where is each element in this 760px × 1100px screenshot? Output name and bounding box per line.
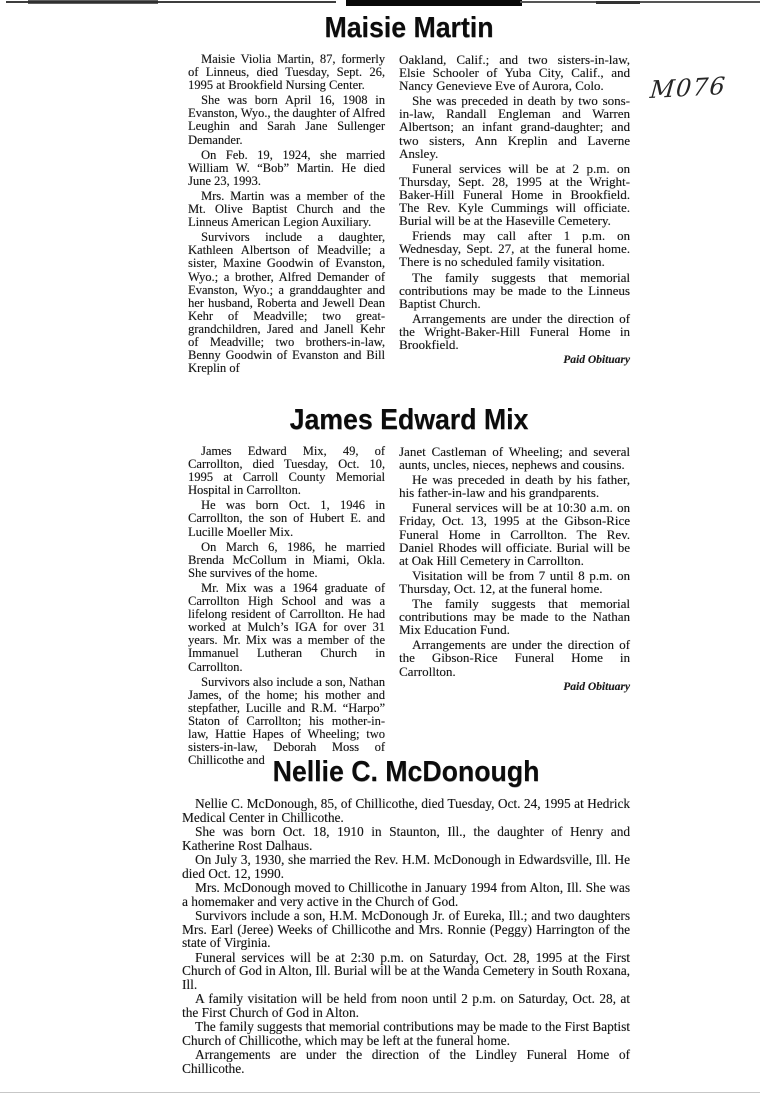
obituary-paragraph: James Edward Mix, 49, of Carrollton, died Tuesday, Oct. 10, 1995 at Carroll County Memorial Hospital in Carrollton. — [188, 444, 385, 498]
obituary-paragraph: On Feb. 19, 1924, she married William W. “Bob” Martin. He died June 23, 1993. — [188, 147, 385, 188]
paid-obituary-label: Paid Obituary — [563, 680, 630, 693]
scan-artifact-top-edge — [0, 0, 760, 8]
obituary-paragraph: On July 3, 1930, she married the Rev. H.M. McDonough in Edwardsville, Ill. He died Oct. 12, 1990. — [182, 852, 630, 881]
obituary-paragraph: Oakland, Calif.; and two sisters-in-law, Elsie Schooler of Yuba City, Calif., and Nancy Genevieve Eve of Aurora, Colo. — [399, 52, 630, 94]
scan-edge-segment — [596, 1, 640, 4]
obituary-title: Nellie C. McDonough — [272, 756, 540, 788]
obituary-james-edward-mix — [188, 404, 630, 769]
obituary-left-column — [188, 53, 385, 377]
scan-edge-segment — [28, 0, 158, 4]
obituary-maisie-martin — [188, 12, 630, 377]
obituary-paragraph: Janet Castleman of Wheeling; and several aunts, uncles, nieces, nephews and cousins. — [399, 444, 630, 473]
obituary-paragraph: She was preceded in death by two sons-in-law, Randall Engleman and Warren Albertson; an infant grand-daughter; and two sisters, Ann Kreplin and Laverne Ansley. — [399, 93, 630, 161]
obituary-columns — [188, 445, 630, 769]
obituary-paragraph: Arrangements are under the direction of the Gibson-Rice Funeral Home in Carrollton. — [399, 637, 630, 679]
obituary-paragraph: A family visitation will be held from noon until 2 p.m. on Saturday, Oct. 28, at the First Church of God in Alton. — [182, 991, 630, 1020]
obituary-paragraph: Arrangements are under the direction of the Lindley Funeral Home of Chillicothe. — [182, 1047, 630, 1076]
obituary-paragraph: On March 6, 1986, he married Brenda McCollum in Miami, Okla. She survives of the home. — [188, 539, 385, 580]
obituary-paragraph: Survivors include a daughter, Kathleen Albertson of Meadville; a sister, Maxine Goodwin of Evanston, Wyo.; a brother, Alfred Demander of Evanston, Wyo.; a granddaughter and her husband, Roberta and Jewell Dean Kehr of Meadville; two great-grandchildren, Jared and Janell Kehr of Meadville; two brothers-in-law, Benny Goodwin of Evanston and Bill Kreplin of — [188, 230, 385, 376]
obituary-nellie-mcdonough — [182, 756, 630, 1076]
handwritten-annotation: M076 — [648, 71, 728, 105]
obituary-paragraph: Funeral services will be at 2:30 p.m. on Saturday, Oct. 28, 1995 at the First Church of God in Alton, Ill. Burial will be at the Wanda Cemetery in South Roxana, Ill. — [182, 949, 630, 992]
obituary-paragraph: Mr. Mix was a 1964 graduate of Carrollton High School and was a lifelong resident of Carrollton. He had worked at Mulch’s IGA for over 31 years. Mr. Mix was a member of the Immanuel Lutheran Church in Carrollton. — [188, 580, 385, 674]
obituary-paragraph: Visitation will be from 7 until 8 p.m. on Thursday, Oct. 12, at the funeral home. — [399, 567, 630, 596]
obituary-paragraph: He was born Oct. 1, 1946 in Carrollton, the son of Hubert E. and Lucille Moeller Mix. — [188, 498, 385, 539]
obituary-paragraph: Arrangements are under the direction of the Wright-Baker-Hill Funeral Home in Brookfield. — [399, 310, 630, 352]
obituary-paragraph: The family suggests that memorial contributions may be made to the Nathan Mix Education Fund. — [399, 596, 630, 638]
obituary-paragraph: The family suggests that memorial contributions may be made to the Linneus Baptist Church. — [399, 269, 630, 311]
scan-edge-segment — [346, 0, 522, 6]
obituary-title: James Edward Mix — [289, 404, 529, 436]
obituary-paragraph: She was born April 16, 1908 in Evanston, Wyo., the daughter of Alfred Leughin and Sarah Jane Sullenger Demander. — [188, 93, 385, 147]
obituary-right-column — [399, 53, 630, 377]
scan-edge-segment — [520, 1, 760, 3]
obituary-paragraph: Survivors include a son, H.M. McDonough Jr. of Eureka, Ill.; and two daughters Mrs. Earl (Jeree) Weeks of Chillicothe and Mrs. Ronnie (Peggy) Harrington of the state of Virginia. — [182, 908, 630, 950]
obituary-paragraph: Maisie Violia Martin, 87, formerly of Linneus, died Tuesday, Sept. 26, 1995 at Brookfield Nursing Center. — [188, 52, 385, 93]
obituary-title: Maisie Martin — [324, 12, 494, 44]
obituary-paragraph: Funeral services will be at 2 p.m. on Thursday, Sept. 28, 1995 at the Wright-Baker-Hill Funeral Home in Brookfield. The Rev. Kyle Cummings will officiate. Burial will be at the Haseville Cemetery. — [399, 160, 630, 229]
obituary-paragraph: Friends may call after 1 p.m. on Wednesday, Sept. 27, at the funeral home. There is no scheduled family visitation. — [399, 228, 630, 270]
scan-artifact-bottom-rule — [0, 1092, 760, 1093]
obituary-left-column — [188, 445, 385, 769]
obituary-columns — [188, 53, 630, 377]
obituary-paragraph: Survivors also include a son, Nathan James, of the home; his mother and stepfather, Lucille and R.M. “Harpo” Staton of Carrollton; his mother-in-law, Hattie Hapes of Wheeling; two sisters-in-law, Deborah Moss of Chillicothe and — [188, 674, 385, 768]
obituary-paragraph: Mrs. McDonough moved to Chillicothe in January 1994 from Alton, Ill. She was a homemaker and very active in the Church of God. — [182, 880, 630, 909]
obituary-paragraph: She was born Oct. 18, 1910 in Staunton, Ill., the daughter of Henry and Katherine Rost Dalhaus. — [182, 824, 630, 853]
obituary-paragraph: He was preceded in death by his father, his father-in-law and his grandparents. — [399, 472, 630, 501]
obituary-paragraph: The family suggests that memorial contributions may be made to the First Baptist Church of Chillicothe, which may be left at the funeral home. — [182, 1019, 630, 1048]
paid-obituary-label: Paid Obituary — [563, 354, 630, 367]
obituary-paragraph: Mrs. Martin was a member of the Mt. Olive Baptist Church and the Linneus American Legion Auxiliary. — [188, 188, 385, 230]
obituary-body — [182, 797, 630, 1075]
obituary-right-column — [399, 445, 630, 769]
obituary-paragraph: Funeral services will be at 10:30 a.m. on Friday, Oct. 13, 1995 at the Gibson-Rice Funeral Home in Carrollton. The Rev. Daniel Rhodes will officiate. Burial will be at Oak Hill Cemetery in Carrollton. — [399, 500, 630, 568]
obituary-paragraph: Nellie C. McDonough, 85, of Chillicothe, died Tuesday, Oct. 24, 1995 at Hedrick Medical Center in Chillicothe. — [182, 796, 630, 825]
